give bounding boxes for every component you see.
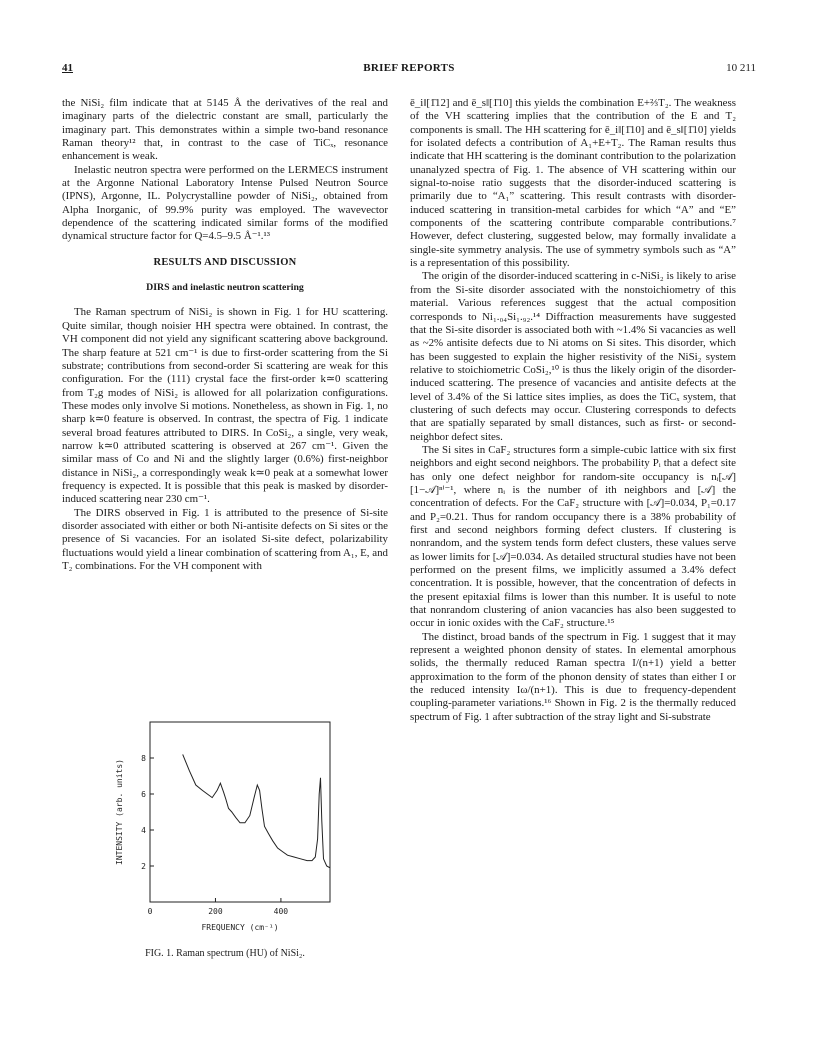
- page-number: 41: [62, 62, 73, 74]
- y-tick-label: 4: [141, 826, 146, 835]
- raman-spectrum-chart: [110, 714, 340, 944]
- paragraph: the NiSi₂ film indicate that at 5145 Å the derivatives of the real and imaginary parts of the dielectric constant are small, particularly the imaginary part. This demonstrates within a simple two-band resonance Raman theory¹² that, in contrast to the case of TiCₓ, resonance enhancement is weak.: [62, 97, 388, 163]
- journal-section: BRIEF REPORTS: [363, 62, 455, 74]
- paragraph: The DIRS observed in Fig. 1 is attributed to the presence of Si-site disorder associated with either or both Ni-antisite defects on Si sites or the presence of Si vacancies. For an isolated Si-site defect, polarizability fluctuations would yield a linear combination of scattering from A₁, E, and T₂ combinations. For the VH component with: [62, 506, 388, 572]
- series-line: [183, 754, 330, 867]
- paragraph: The distinct, broad bands of the spectrum in Fig. 1 suggest that it may represent a weighted phonon density of states. In elemental amorphous solids, the thermally reduced Raman spectra I/(n+1) yield a better approximation to the form of the phonon density of states than either I or the reduced intensity Iω/(n+1). This is due to frequency-dependent coupling-parameter variations.¹⁶ Shown in Fig. 2 is the thermally reduced spectrum of Fig. 1 after subtraction of the stray light and Si-substrate: [410, 630, 736, 723]
- paragraph: Inelastic neutron spectra were performed on the LERMECS instrument at the Argonne National Laboratory Intense Pulsed Neutron Source (IPNS), Argonne, IL. Polycrystalline powder of NiSi₂, obtained from Alpha Inorganic, of 99.9% purity was employed. The wavevector dependence of the scattering indicated similar forms of the modified dynamical structure factor for Q=4.5–9.5 Å⁻¹.¹³: [62, 163, 388, 243]
- right-column: [410, 97, 736, 724]
- figure-caption: FIG. 1. Raman spectrum (HU) of NiSi₂.: [145, 948, 305, 959]
- plot-frame: [150, 722, 330, 902]
- paragraph: ē_i‖[1̄12] and ē_s‖[1̄10] this yields the combination E+⅔T₂. The weakness of the VH scattering implies that the contribution of the E and T₂ components is small. The HH scattering for ē_i‖[1̄10] and ē_s‖[1̄10] yields for isolated defects a contribution of A₁+E+T₂. The Raman results thus indicate that HH scattering is the dominant contribution to the polarization unanalyzed spectra of Fig. 1. The absence of VH scattering within our signal-to-noise ratio suggests that the disorder-induced scattering is primarily due to “A₁” scattering. This result contrasts with disorder-induced scattering in transition-metal carbides for which “A” and “E” components of the scattering contribute comparable contributions.⁷ However, defect clustering, suggested below, may formally invalidate a single-site symmetry analysis. The use of symmetry symbols such as “A” is a representation of this possibility.: [410, 97, 736, 270]
- y-tick-label: 8: [141, 754, 146, 763]
- x-tick-label: 400: [273, 907, 289, 916]
- x-axis-label: FREQUENCY (cm⁻¹): [201, 923, 279, 932]
- paragraph: The Raman spectrum of NiSi₂ is shown in Fig. 1 for HU scattering. Quite similar, though noisier HH spectra were obtained. In contrast, the VH component did not yield any significant scattering above background. The sharp feature at 521 cm⁻¹ is due to first-order scattering from the Si substrate; contributions from second-order Si scattering are weak for this configuration. For the (111) crystal face the first-order k≃0 scattering from T₂g modes of NiSi₂ is allowed for all polarization configurations. These modes only involve Si motions. Nonetheless, as shown in Fig. 1, no sharp k≃0 feature is observed. In contrast, the spectra of Fig. 1 indicate several broad features attributed to DIRS. In CoSi₂, a single, very weak, narrow k≃0 attributed scattering is observed at 267 cm⁻¹. Given the similar mass of Co and Ni and the slightly larger (0.6%) first-neighbor distance in NiSi₂, a correspondingly weak k≃0 peak at a somewhat lower frequency is expected. It is possible that this peak is masked by disorder-induced scattering near 230 cm⁻¹.: [62, 306, 388, 506]
- section-heading: RESULTS AND DISCUSSION: [153, 256, 297, 268]
- left-column: [62, 97, 388, 573]
- subsection-heading: DIRS and inelastic neutron scattering: [146, 282, 304, 294]
- x-tick-label: 200: [208, 907, 223, 916]
- y-axis-label: INTENSITY (arb. units): [115, 759, 124, 865]
- page-header: [62, 62, 756, 78]
- x-tick-label: 0: [147, 907, 153, 916]
- y-tick-label: 2: [141, 862, 146, 871]
- figure-1: [110, 714, 340, 944]
- paragraph: The origin of the disorder-induced scattering in c-NiSi₂ is likely to arise from the Si-site disorder associated with the nonstoichiometry of this material. Various references suggest that the actual composition corresponds to Ni₁.₀₄Si₁.₉₂.¹⁴ Diffraction measurements have suggested that the Si-site disorder is associated both with ~1.4% Si vacancies as well as ~2% antisite defects due to Ni atoms on Si sites. This disorder, which has been suggested to explain the higher resistivity of the NiSi₂ system relative to stoichiometric CoSi₂,¹⁰ is thus the likely origin of the disorder-induced scattering. The presence of vacancies and antisite defects at the level of 3.4% of the Si lattice sites implies, as does the TiCₓ system, that clustering of such defects may occur. Clustering corresponds to defects that are spatially separated by small distances, such as first- or second-neighbor defect sites.: [410, 270, 736, 443]
- paragraph: The Si sites in CaF₂ structures form a simple-cubic lattice with six first neighbors and eight second neighbors. The probability Pᵢ that a defect site has only one defect neighbor for random-site occupancy is nᵢ[𝒜][1−𝒜]ⁿⁱ⁻¹, where nᵢ is the number of ith neighbors and [𝒜] the concentration of defects. For the CaF₂ structure with [𝒜]=0.034, P₁=0.17 and P₂=0.21. Thus for random occupancy there is a 38% probability of first and second neighbors forming defect clusters. If clustering is nonrandom, and the system tends form defect clusters, these values serve as lower limits for [𝒜]=0.034. As detailed structural studies have not been performed on the present films, we implicitly assumed a 3.4% defect concentration. It is possible, however, that the concentration of defects in the present epitaxial films is lower than this number. It is useful to note that nonrandom clustering of anion vacancies has also been suggested to occur in ionic oxides with the CaF₂ structure.¹⁵: [410, 443, 736, 630]
- page-label: 10 211: [726, 62, 756, 74]
- y-tick-label: 6: [141, 790, 146, 799]
